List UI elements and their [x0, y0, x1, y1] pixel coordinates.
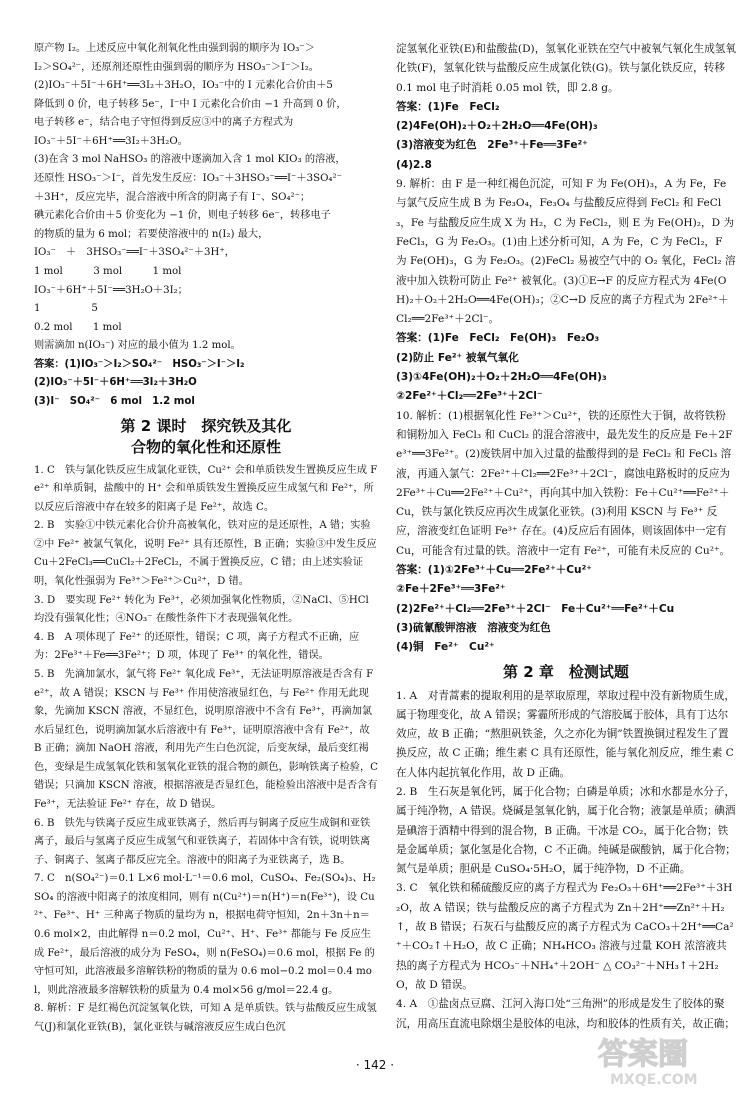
item-9: 9. 解析：由 F 是一种红褐色沉淀，可知 F 为 Fe(OH)₃，A 为 Fe，Fe 与氯气反应生成 B 为 Fe₃O₄，Fe₃O₄ 与盐酸反应得到 FeCl₂ 和 FeCl₃，Fe 与盐酸反应生成 X 为 H₂，C 为 FeCl₂，则 E 为 Fe(OH)₂，D 为 FeCl₃，G 为 Fe₂O₃。(1)由上述分析可知，A 为 Fe，C 为 FeCl₂，F 为 Fe(OH)₃，G 为 Fe₂O₃。(2)FeCl₂ 易被空气中的 O₂ 氧化，FeCl₂ 溶液中加入铁粉可防止 Fe²⁺ 被氧化。(3)①E→F 的反应方程式为 4Fe(OH)₂＋O₂＋2H₂O══4Fe(OH)₃；②C→D 反应的离子方程式为 2Fe²⁺＋Cl₂══2Fe³⁺＋2Cl⁻。 — [396, 178, 736, 326]
left-top-lines-line: 降低到 0 价，电子转移 5e⁻，I⁻中 I 元素化合价由 −1 升高到 0 价， — [34, 98, 347, 110]
left-top-lines-line: (3)在含 3 mol NaHSO₃ 的溶液中逐滴加入含 1 mol KIO₃ 的溶液， — [34, 154, 346, 166]
left-top-text — [34, 40, 378, 356]
svg-text:答案圈: 答案圈 — [598, 1037, 688, 1072]
page-number: · 142 · — [355, 1058, 395, 1072]
right-ch-items-line: 3. C 氧化铁和稀硫酸反应的离子方程式为 Fe₂O₃＋6H⁺══2Fe³⁺＋3H₂O，故 A 错误；铁与盐酸反应的离子方程式为 Zn＋2H⁺══Zn²⁺＋H₂↑，故 B 错误；石灰石与盐酸反应的离子方程式为 CaCO₃＋2H⁺══Ca²⁺＋CO₂↑＋H₂O，故 C 正确；NH₄HCO₃ 溶液与过量 KOH 浓溶液共热的离子方程式为 HCO₃⁻＋NH₄⁺＋2OH⁻ △ CO₃²⁻＋NH₃↑＋2H₂O，故 D 错误。 — [396, 882, 734, 991]
left-top-lines-line: IO₃⁻ ＋ 3HSO₃⁻══I⁻＋3SO₄²⁻＋3H⁺， — [34, 247, 235, 259]
section-title-line2: 合物的氧化性和还原性 — [130, 437, 281, 456]
right-answer8-line: 答案：(1)Fe FeCl₂ — [396, 100, 500, 113]
left-items-line: 5. B 先滴加氯水，氯气将 Fe²⁺ 氧化成 Fe³⁺，无法证明原溶液是否含有 Fe²⁺，故 A 错误；KSCN 与 Fe³⁺ 作用使溶液显红色，与 Fe²⁺ 作用无此现象，先滴加 KSCN 溶液，不显红色，说明原溶液中不含有 Fe³⁺，再滴加氯水后显红色，说明滴加氯水后溶液中有 Fe³⁺，证明原溶液中含有 Fe²⁺，故 B 正确；滴加 NaOH 溶液，利用先产生白色沉淀，后变灰绿，最后变红褐色，变绿是生成氢氧化铁和氢氧化亚铁的混合物的颜色，影响铁离子检验，C 错误；只滴加 KSCN 溶液，根据溶液是否显红色，能检验出溶液中是否含有 Fe³⁺，无法验证 Fe²⁺ 存在，故 D 错误。 — [34, 668, 378, 810]
left-top-lines-line: 还原性 HSO₃⁻＞I⁻，首先发生反应：IO₃⁻＋3HSO₃⁻══I⁻＋3SO₄²⁻ — [34, 173, 342, 185]
left-top-lines-line: 0.2 mol 1 mol — [34, 321, 122, 333]
right-answer8-line: (4)2.8 — [396, 158, 432, 171]
left-top-lines-line: 碘元素化合价由＋5 价变化为 −1 价，则电子转移 6e⁻，转移电子 — [34, 210, 331, 222]
left-top-lines-line: 原产物 I₂。上述反应中氧化剂氧化性由强到弱的顺序为 IO₃⁻＞ — [34, 43, 315, 54]
left-answer-line: (2)IO₃⁻＋5I⁻＋6H⁺══3I₂＋3H₂O — [34, 377, 197, 389]
right-ch-items-line: 2. B 生石灰是氧化钙，属于化合物；白磷是单质；冰和水都是水分子，属于纯净物，A 错误。烧碱是氢氧化钠，属于化合物；液氯是单质；碘酒是碘溶于酒精中得到的混合物，B 正确。干冰是 CO₂，属于化合物；铁是金属单质；氯化氢是化合物，C 不正确。纯碱是碳酸钠，属于化合物；氮气是单质；胆矾是 CuSO₄·5H₂O，属于纯净物，D 不正确。 — [396, 785, 736, 876]
left-top-lines-line: 1 5 — [34, 303, 98, 315]
left-items-line: 8. 解析：F 是红褐色沉淀氢氧化铁，可知 A 是单质铁。铁与盐酸反应生成氢气(J)和氯化亚铁(B)，氯化亚铁与碱溶液反应生成白色沉 — [34, 1003, 377, 1033]
answer-block-10 — [396, 561, 736, 657]
right-answer10-line: (2)2Fe²⁺＋Cl₂══2Fe³⁺＋2Cl⁻ Fe＋Cu²⁺══Fe²⁺＋Cu — [396, 602, 675, 615]
right-answer8-line: (2)4Fe(OH)₂＋O₂＋2H₂O══4Fe(OH)₃ — [396, 120, 598, 133]
left-top-lines-line: 则需滴加 n(IO₃⁻) 对应的最小值为 1.2 mol。 — [34, 340, 241, 352]
question-list — [34, 462, 378, 1038]
right-answer9-line: (2)防止 Fe²⁺ 被氧气氧化 — [396, 351, 519, 364]
svg-text:MXQE.COM: MXQE.COM — [610, 1072, 698, 1088]
right-answer8-line: (3)溶液变为红色 2Fe³⁺＋Fe══3Fe²⁺ — [396, 139, 588, 152]
right-column — [396, 40, 736, 1034]
left-items-line: 4. B A 项体现了 Fe²⁺ 的还原性，错误；C 项，离子方程式不正确，应为：2Fe³⁺＋Fe══3Fe²⁺；D 项，体现了 Fe³⁺ 的氧化性，错误。 — [34, 631, 360, 662]
left-top-lines-line: 1 mol 3 mol 1 mol — [34, 265, 182, 277]
watermark-logo — [590, 1030, 730, 1090]
chapter-title: 第 2 章 检测试题 — [503, 662, 629, 681]
left-items-line: 7. C n(SO₄²⁻)＝0.1 L×6 mol·L⁻¹＝0.6 mol，CuSO₄、Fe₂(SO₄)₃、H₂SO₄ 的溶液中阳离子的浓度相同，则有 n(Cu²⁺)＝n(H⁺)＝n(Fe³⁺)，设 Cu²⁺、Fe³⁺、H⁺ 三种离子物质的量均为 n，根据电荷守恒知，2n＋3n＋n＝0.6 mol×2，由此解得 n＝0.2 mol，Cu²⁺、H⁺、Fe³⁺ 都能与 Fe 反应生成 Fe²⁺，最后溶液的成分为 FeSO₄，则 n(FeSO₄)＝0.6 mol，根据 Fe 的守恒可知，此溶液最多溶解铁粉的物质的量为 0.6 mol−0.2 mol＝0.4 mol，则此溶液最多溶解铁粉的质量为 0.4 mol×56 g/mol＝22.4 g。 — [34, 873, 376, 996]
left-top-lines-line: IO₃⁻＋5I⁻＋6H⁺══3I₂＋3H₂O。 — [34, 135, 188, 147]
left-top-lines-line: 的物质的量为 6 mol；若要使溶液中的 n(I₂) 最大， — [34, 228, 269, 240]
right-top-lines-line: 淀氢氧化亚铁(E)和盐酸盐(D)，氢氧化亚铁在空气中被氧气氧化生成氢氧化铁(F)，氢氧化铁与盐酸反应生成氯化铁(G)。铁与氯化铁反应，转移 0.1 mol 电子时消耗 0.05 mol 铁，即 2.8 g。 — [396, 43, 736, 94]
right-answer10-line: (4)铜 Fe²⁺ Cu²⁺ — [396, 641, 495, 654]
left-items-line: 1. C 铁与氯化铁反应生成氯化亚铁，Cu²⁺ 会和单质铁发生置换反应生成 Fe²⁺ 和单质铜，盐酸中的 H⁺ 会和单质铁发生置换反应生成氢气和 Fe²⁺，所以反应后溶液中存在较多的阳离子是 Fe²⁺，故选 C。 — [34, 464, 378, 513]
item-10: 10. 解析：(1)根据氧化性 Fe³⁺＞Cu²⁺，铁的还原性大于铜，故将铁粉和铜粉加入 FeCl₃ 和 CuCl₂ 的混合溶液中，最先发生的反应是 Fe＋2Fe³⁺══3Fe²⁺。(2)废铁屑中加入过量的盐酸得到的是 FeCl₂ 和 FeCl₃ 溶液，再通入氯气：2Fe²⁺＋Cl₂══2Fe³⁺＋2Cl⁻，腐蚀电路板时的反应为 2Fe³⁺＋Cu══2Fe²⁺＋Cu²⁺，再向其中加入铁粉：Fe＋Cu²⁺══Fe²⁺＋Cu，铁与氯化铁反应再次生成氯化亚铁。(3)利用 KSCN 与 Fe³⁺ 反应，溶液变红色证明 Fe³⁺ 存在。(4)反应后有固体，则该固体中一定有 Cu，可能含有过量的铁。溶液中一定有 Fe²⁺，可能有未反应的 Cu²⁺。 — [396, 409, 733, 557]
right-ch-items-line: 1. A 对青蒿素的提取利用的是萃取原理，萃取过程中没有新物质生成，属于物理变化，故 A 错误；雾霾所形成的气溶胶属于胶体，具有丁达尔效应，故 B 正确；“熬胆矾铁釜，久之亦化为铜”铁置换铜过程发生了置换反应，故 C 正确；维生素 C 具有还原性，能与氧化剂反应，维生素 C 在人体内起抗氧化作用，故 D 正确。 — [396, 689, 735, 779]
left-items-line: 3. D 要实现 Fe²⁺ 转化为 Fe³⁺，必须加强氧化性物质，②NaCl、⑤HCl 均没有强氧化性；④NO₃⁻ 在酸性条件下才表现强氧化性。 — [34, 594, 369, 625]
left-column — [34, 40, 378, 1037]
right-ch-items-line: 4. A ①盐卤点豆腐、江河入海口处“三角洲”的形成是发生了胶体的聚沉，用高压直流电除烟尘是胶体的电泳，均和胶体的性质有关，故正确； — [396, 998, 735, 1030]
chapter-question-list — [396, 687, 736, 1034]
right-answer10-line: ②Fe＋2Fe³⁺══3Fe²⁺ — [396, 583, 506, 596]
right-answer10-line: (3)硫氰酸钾溶液 溶液变为红色 — [396, 621, 551, 634]
left-top-lines-line: 电子转移 e⁻，结合电子守恒得到反应③中的离子方程式为 — [34, 117, 294, 129]
right-answer10-line: 答案：(1)①2Fe³⁺＋Cu══2Fe²⁺＋Cu²⁺ — [396, 564, 592, 577]
right-answer9-line: 答案：(1)Fe FeCl₂ Fe(OH)₃ Fe₂O₃ — [396, 332, 600, 345]
right-answer9-line: ②2Fe²⁺＋Cl₂══2Fe³⁺＋2Cl⁻ — [396, 390, 543, 403]
section-title-line1: 第 2 课时 探究铁及其化 — [120, 416, 292, 435]
left-top-lines-line: IO₃⁻＋6H⁺＋5I⁻══3H₂O＋3I₂； — [34, 284, 188, 296]
left-answer-line: (3)I⁻ SO₄²⁻ 6 mol 1.2 mol — [34, 395, 195, 407]
left-answer-line: 答案：(1)IO₃⁻＞I₂＞SO₄²⁻ HSO₃⁻＞I⁻＞I₂ — [34, 358, 245, 370]
left-items-line: 6. B 铁先与铁离子反应生成亚铁离子，然后再与铜离子反应生成铜和亚铁离子，最后与氢离子反应生成氢气和亚铁离子，若固体中含有铁，说明铁离子、铜离子、氢离子都反应完全。溶液中的阳离子为亚铁离子，选 B。 — [34, 817, 371, 866]
right-answer9-line: (3)①4Fe(OH)₂＋O₂＋2H₂O══4Fe(OH)₃ — [396, 371, 607, 384]
answer-block-8 — [396, 98, 736, 175]
answer-block-9 — [396, 329, 736, 406]
left-items-line: 2. B 实验①中铁元素化合价升高被氧化，铁对应的是还原性，A 错；实验②中 Fe²⁺ 被氯气氧化，说明 Fe²⁺ 具有还原性，B 正确；实验③中发生反应 Cu＋2FeCl₃══CuCl₂＋2FeCl₂，不属于置换反应，C 错；由上述实验证明，氧化性强弱为 Fe³⁺＞Fe²⁺＞Cu²⁺，D 错。 — [34, 520, 377, 588]
right-top-text — [396, 40, 736, 98]
section-title — [34, 416, 378, 458]
left-top-lines-line: I₂＞SO₄²⁻，还原剂还原性由强到弱的顺序为 HSO₃⁻＞I⁻＞I₂。 — [34, 61, 319, 73]
left-top-lines-line: (2)IO₃⁻＋5I⁻＋6H⁺══3I₂＋3H₂O，IO₃⁻中的 I 元素化合价由＋5 — [34, 80, 333, 92]
left-top-lines-line: ＋3H⁺，反应完毕，混合溶液中所含的阴离子有 I⁻、SO₄²⁻； — [34, 191, 311, 203]
answer-block — [34, 356, 378, 412]
